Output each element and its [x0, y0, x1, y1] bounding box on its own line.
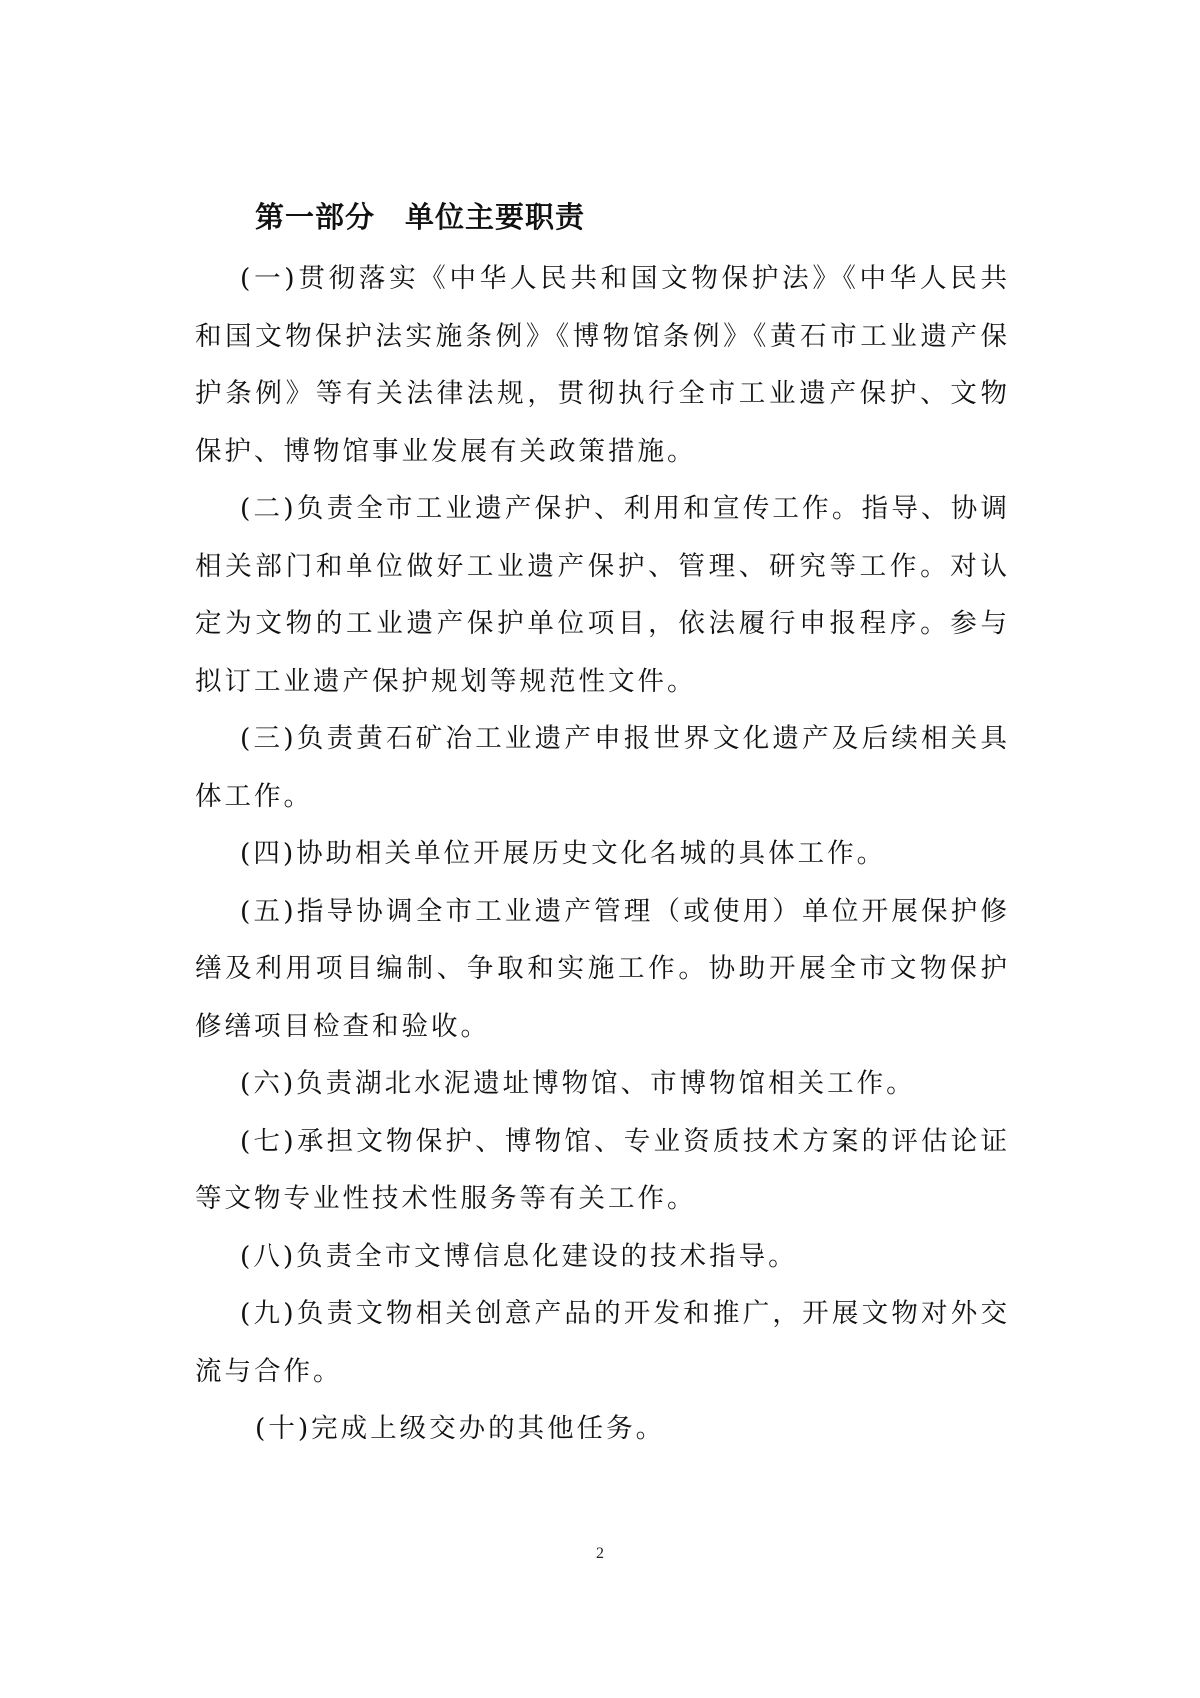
paragraph-4: (四)协助相关单位开展历史文化名城的具体工作。 [240, 838, 887, 869]
paragraph-2: (二)负责全市工业遗产保护、利用和宣传工作。指导、协调相关部门和单位做好工业遗产保护、管理、研究等工作。对认定为文物的工业遗产保护单位项目，依法履行申报程序。参与拟订工业遗产保护规划等规范性文件。 [195, 493, 1010, 697]
paragraph-5: (五)指导协调全市工业遗产管理（或使用）单位开展保护修缮及利用项目编制、争取和实施工作。协助开展全市文物保护修缮项目检查和验收。 [195, 895, 1010, 1042]
paragraph-7: (七)承担文物保护、博物馆、专业资质技术方案的评估论证等文物专业性技术性服务等有关工作。 [195, 1125, 1010, 1214]
paragraph-10: (十)完成上级交办的其他任务。 [255, 1413, 666, 1444]
paragraph-8: (八)负责全市文博信息化建设的技术指导。 [240, 1240, 798, 1272]
paragraph-9: (九)负责文物相关创意产品的开发和推广，开展文物对外交流与合作。 [195, 1298, 1010, 1387]
paragraph-1: (一)贯彻落实《中华人民共和国文物保护法》《中华人民共和国文物保护法实施条例》《博物馆条例》《黄石市工业遗产保护条例》等有关法律法规，贯彻执行全市工业遗产保护、文物保护、博物馆事业发展有关政策措施。 [195, 263, 1010, 467]
paragraph-3: (三)负责黄石矿冶工业遗产申报世界文化遗产及后续相关具体工作。 [195, 723, 1010, 812]
paragraph-6: (六)负责湖北水泥遗址博物馆、市博物馆相关工作。 [240, 1068, 916, 1099]
section-heading: 第一部分 单位主要职责 [255, 200, 586, 234]
document-body [195, 250, 1010, 1458]
page-number: 2 [596, 1545, 604, 1562]
